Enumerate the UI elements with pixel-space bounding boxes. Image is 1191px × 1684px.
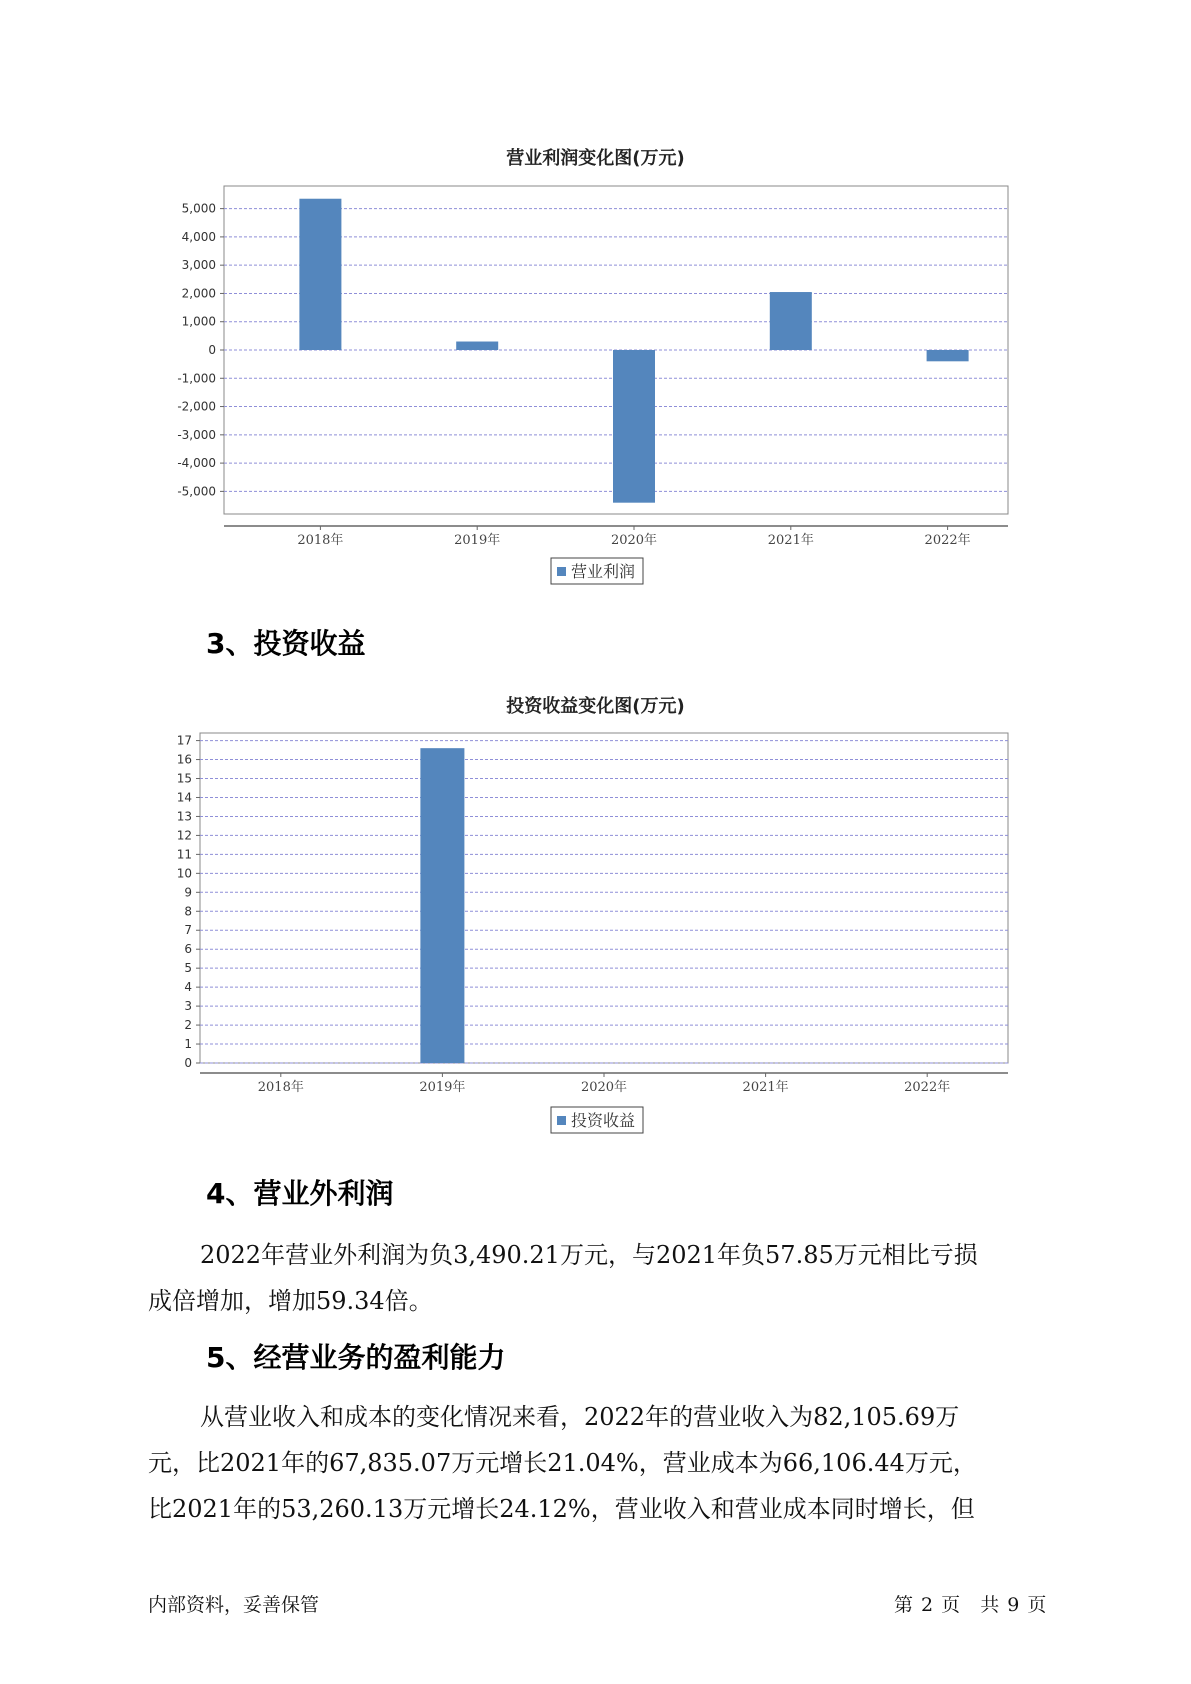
y-tick-label: -4,000 xyxy=(177,456,216,471)
y-tick-label: -2,000 xyxy=(177,399,216,414)
y-tick-label: 16 xyxy=(176,752,192,767)
legend-label: 营业利润 xyxy=(571,562,636,581)
x-tick-label: 2021年 xyxy=(742,1080,789,1095)
y-tick-label: 14 xyxy=(176,790,192,805)
x-tick-label: 2022年 xyxy=(904,1080,951,1095)
section-5-paragraph xyxy=(148,1394,1068,1532)
x-tick-label: 2018年 xyxy=(297,533,344,548)
footer-confidential: 内部资料，妥善保管 xyxy=(148,1594,320,1616)
section-5-heading: 5、经营业务的盈利能力 xyxy=(206,1341,506,1374)
y-tick-label: 5 xyxy=(184,961,192,976)
y-tick-label: 9 xyxy=(184,885,192,900)
y-tick-label: -1,000 xyxy=(177,371,216,386)
y-tick-label: 5,000 xyxy=(181,201,216,216)
page-unit: 页 xyxy=(941,1594,961,1616)
y-tick-label: 8 xyxy=(184,904,192,919)
y-tick-label: 12 xyxy=(176,828,192,843)
x-tick-label: 2022年 xyxy=(924,533,971,548)
y-tick-label: 15 xyxy=(176,771,192,786)
total-num: 9 xyxy=(1007,1594,1020,1616)
footer-page-number xyxy=(890,1590,1050,1617)
x-tick-label: 2019年 xyxy=(454,533,501,548)
s5-line3: 比2021年的53,260.13万元增长24.12%，营业收入和营业成本同时增长，但 xyxy=(148,1495,975,1523)
y-tick-label: 17 xyxy=(176,733,192,748)
total-unit: 页 xyxy=(1027,1594,1047,1616)
section-4-paragraph xyxy=(148,1232,1068,1324)
y-tick-label: 0 xyxy=(208,343,216,357)
x-tick-label: 2020年 xyxy=(580,1080,628,1095)
y-tick-label: 4,000 xyxy=(181,229,216,244)
s4-line1: 2022年营业外利润为负3,490.21万元，与2021年负57.85万元相比亏损 xyxy=(200,1241,978,1269)
bar-2019年 xyxy=(420,748,464,1063)
plot-area xyxy=(200,733,1008,1063)
s5-line2: 元，比2021年的67,835.07万元增长21.04%，营业成本为66,106.44万元， xyxy=(148,1449,977,1477)
y-tick-label: 11 xyxy=(176,847,192,862)
page-prefix: 第 xyxy=(894,1594,914,1616)
chart1-title: 营业利润变化图(万元) xyxy=(506,148,685,169)
x-tick-label: 2021年 xyxy=(767,533,814,548)
y-tick-label: 2 xyxy=(184,1018,192,1033)
y-tick-label: 4 xyxy=(184,980,192,995)
y-tick-label: -5,000 xyxy=(177,484,216,499)
y-tick-label: 3,000 xyxy=(181,258,216,273)
y-tick-label: 0 xyxy=(184,1056,192,1070)
y-tick-label: 2,000 xyxy=(181,286,216,301)
y-tick-label: 1 xyxy=(184,1037,192,1052)
total-prefix: 共 xyxy=(980,1594,1000,1616)
y-tick-label: 13 xyxy=(176,809,192,824)
x-tick-label: 2020年 xyxy=(610,533,658,548)
y-tick-label: 10 xyxy=(176,866,192,881)
x-tick-label: 2018年 xyxy=(257,1080,304,1095)
section-3-heading: 3、投资收益 xyxy=(206,627,366,660)
y-tick-label: 7 xyxy=(184,923,192,938)
y-tick-label: 3 xyxy=(184,999,192,1014)
legend-label: 投资收益 xyxy=(571,1111,636,1130)
y-tick-label: 6 xyxy=(184,942,192,957)
section-4-heading: 4、营业外利润 xyxy=(206,1177,394,1210)
s4-line2: 成倍增加，增加59.34倍。 xyxy=(148,1287,433,1315)
y-tick-label: -3,000 xyxy=(177,427,216,442)
s5-line1: 从营业收入和成本的变化情况来看，2022年的营业收入为82,105.69万 xyxy=(200,1403,960,1431)
legend-swatch xyxy=(557,1116,566,1125)
chart2-title: 投资收益变化图(万元) xyxy=(506,696,685,717)
page-num: 2 xyxy=(921,1594,934,1616)
x-tick-label: 2019年 xyxy=(419,1080,466,1095)
y-tick-label: 1,000 xyxy=(181,314,216,329)
